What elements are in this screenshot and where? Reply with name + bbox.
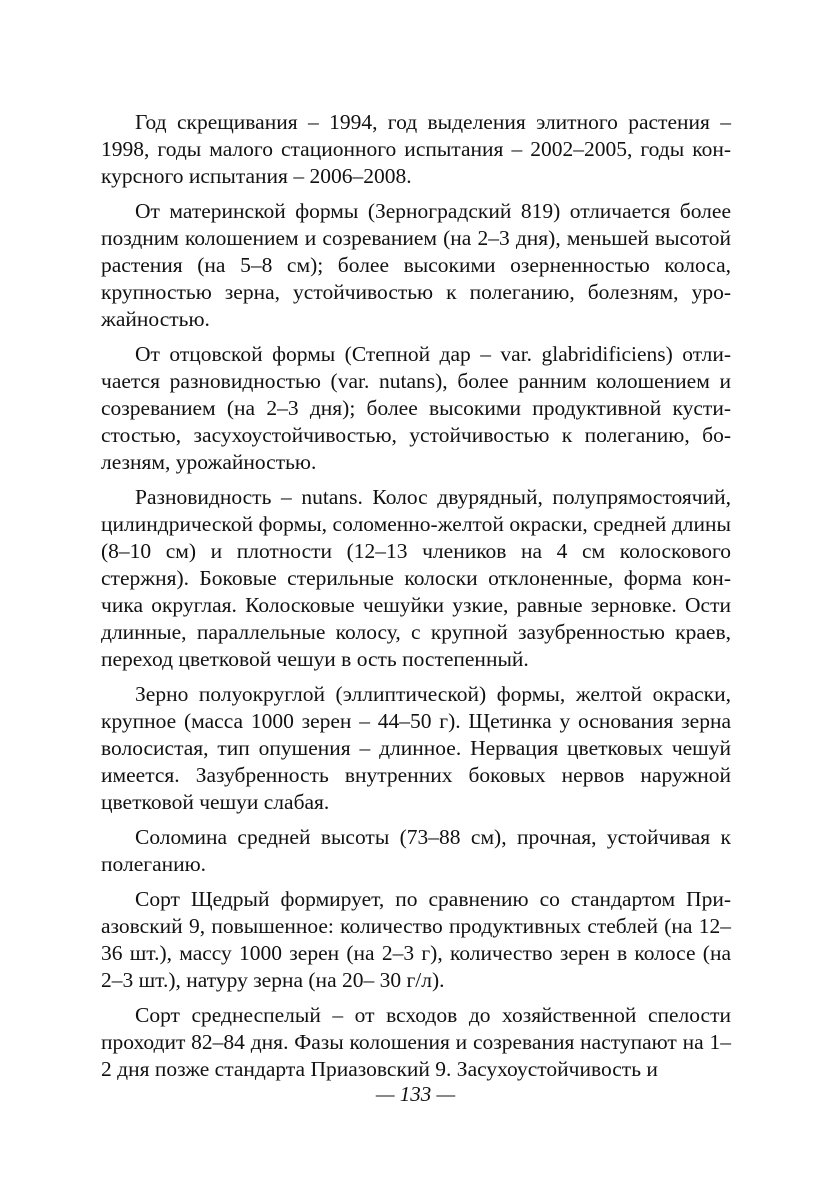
paragraph-maternal-form: От материнской формы (Зерноградский 819) отличается более поздним колошением и созреванием (на 2–3 дня), меньшей высотой растения (на 5–8 см); более высокими озерненностью колоса, крупностью зерна, устойчивостью к полеганию, болезням, урожайностью. (101, 199, 731, 331)
paragraph-grain: Зерно полуокруглой (эллиптической) формы, желтой окраски, крупное (масса 1000 зерен – 44–50 г). Щетинка у основания зерна волосистая, тип опушения – длинное. Нервация цветковых чешуй имеется. Зазубренность внутренних боковых нервов наружной цветковой чешуи слабая. (101, 682, 731, 814)
body-text (101, 109, 731, 1091)
page-number: — 133 — (375, 1082, 456, 1106)
paragraph-variety: Разновидность – nutans. Колос двурядный, полупрямостоячий, цилиндрической формы, соломенно-желтой окраски, средней длины (8–10 см) и плотности (12–13 члеников на 4 см колоскового стержня). Боковые стерильные колоски отклоненные, форма кончика округлая. Колосковые чешуйки узкие, равные зерновке. Ости длинные, параллельные колосу, с крупной зазубренностью краев, переход цветковой чешуи в ость постепенный. (101, 485, 731, 671)
paragraph-straw: Соломина средней высоты (73–88 см), прочная, устойчивая к полеганию. (101, 825, 731, 876)
paragraph-maturity: Сорт среднеспелый – от всходов до хозяйственной спелости проходит 82–84 дня. Фазы колошения и созревания наступают на 1–2 дня позже стандарта Приазовский 9. Засухоустойчивость и (101, 1003, 731, 1081)
paragraph-comparison: Сорт Щедрый формирует, по сравнению со стандартом Приазовский 9, повышенное: количество продуктивных стеблей (на 12–36 шт.), массу 1000 зерен (на 2–3 г), количество зерен в колосе (на 2–3 шт.), натуру зерна (на 20– 30 г/л). (101, 887, 731, 992)
paragraph-crossing-years: Год скрещивания – 1994, год выделения элитного растения – 1998, годы малого стационного испытания – 2002–2005, годы конкурсного испытания – 2006–2008. (101, 110, 731, 188)
paragraph-paternal-form: От отцовской формы (Степной дар – var. glabridificiens) отличается разновидностью (var. nutans), более ранним колошением и созреванием (на 2–3 дня); более высокими продуктивной кустистостью, засухоустойчивостью, устойчивостью к полеганию, болезням, урожайностью. (101, 342, 731, 474)
